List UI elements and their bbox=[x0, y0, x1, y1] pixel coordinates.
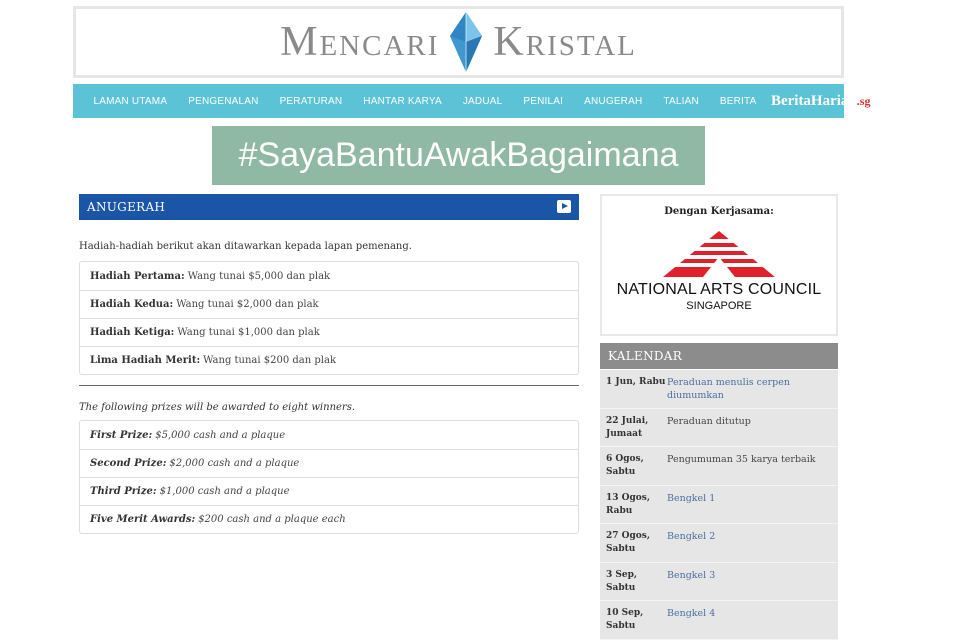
calendar-row bbox=[600, 409, 838, 448]
prize-value: Wang tunai $200 dan plak bbox=[203, 355, 337, 366]
prize-value: $2,000 cash and a plaque bbox=[169, 458, 300, 469]
prize-list-english bbox=[79, 420, 579, 534]
prize-row bbox=[80, 262, 578, 290]
nav-item-laman-utama[interactable]: LAMAN UTAMA bbox=[93, 95, 168, 107]
calendar-header: KALENDAR bbox=[600, 343, 838, 369]
calendar-date: 10 Sep, Sabtu bbox=[606, 608, 644, 631]
nav-item-pengenalan[interactable]: PENGENALAN bbox=[188, 95, 259, 107]
prize-row bbox=[80, 505, 578, 533]
prize-label: Five Merit Awards: bbox=[90, 514, 196, 525]
prize-value: $200 cash and a plaque each bbox=[198, 514, 346, 525]
prize-label: Hadiah Ketiga: bbox=[90, 327, 175, 338]
calendar-date: 22 Julai, Jumaat bbox=[606, 415, 649, 439]
calendar-row bbox=[600, 524, 838, 563]
prize-row bbox=[80, 477, 578, 505]
crystal-icon bbox=[449, 12, 483, 72]
calendar-event-link[interactable]: Bengkel 2 bbox=[667, 531, 716, 542]
arrow-right-icon[interactable] bbox=[557, 200, 571, 213]
intro-text-malay: Hadiah-hadiah berikut akan ditawarkan kepada lapan pemenang. bbox=[79, 241, 412, 252]
logo-word-left: Mencari bbox=[280, 19, 440, 65]
calendar-date: 1 Jun, Rabu bbox=[606, 377, 666, 387]
prize-label: First Prize: bbox=[90, 429, 153, 441]
partner-box bbox=[600, 194, 838, 336]
prize-label: Third Prize: bbox=[90, 486, 157, 497]
calendar-event: Pengumuman 35 karya terbaik bbox=[667, 454, 816, 465]
prize-value: Wang tunai $1,000 dan plak bbox=[177, 327, 320, 338]
prize-label: Hadiah Pertama: bbox=[90, 270, 185, 282]
prize-row bbox=[80, 290, 578, 318]
calendar-list bbox=[600, 370, 838, 640]
section-header-anugerah bbox=[79, 194, 579, 220]
prize-label: Hadiah Kedua: bbox=[90, 299, 174, 310]
prize-label: Lima Hadiah Merit: bbox=[90, 355, 201, 366]
calendar-event-link[interactable]: Peraduan menulis cerpen diumumkan bbox=[667, 377, 790, 401]
prize-row bbox=[80, 449, 578, 477]
berita-harian-logo-tld: .sg bbox=[856, 93, 871, 108]
prize-row bbox=[80, 421, 578, 449]
calendar-date: 6 Ogos, Sabtu bbox=[606, 454, 644, 477]
calendar-date: 3 Sep, Sabtu bbox=[606, 569, 638, 593]
calendar-date: 27 Ogos, Sabtu bbox=[606, 531, 650, 554]
section-title: ANUGERAH bbox=[87, 200, 166, 214]
prize-value: $1,000 cash and a plaque bbox=[159, 486, 290, 497]
nac-subtitle: SINGAPORE bbox=[686, 300, 752, 312]
nav-item-anugerah[interactable]: ANUGERAH bbox=[584, 95, 643, 107]
partner-title: Dengan Kerjasama: bbox=[664, 206, 774, 217]
nav-item-hantar-karya[interactable]: HANTAR KARYA bbox=[363, 95, 442, 107]
prize-value: $5,000 cash and a plaque bbox=[155, 429, 286, 441]
calendar-row bbox=[600, 563, 838, 602]
nav-item-peraturan[interactable]: PERATURAN bbox=[279, 95, 343, 107]
prize-row bbox=[80, 318, 578, 346]
nac-name: NATIONAL ARTS COUNCIL bbox=[616, 281, 822, 298]
calendar-event-link[interactable]: Bengkel 3 bbox=[667, 569, 716, 581]
prize-label: Second Prize: bbox=[90, 458, 167, 469]
prize-value: Wang tunai $5,000 dan plak bbox=[187, 270, 331, 282]
national-arts-council-logo[interactable] bbox=[663, 231, 775, 277]
nav-item-talian[interactable]: TALIAN bbox=[663, 95, 699, 107]
berita-harian-logo[interactable] bbox=[771, 93, 871, 110]
calendar-row bbox=[600, 370, 838, 409]
site-logo[interactable] bbox=[280, 12, 637, 72]
intro-text-english: The following prizes will be awarded to eight winners. bbox=[79, 402, 356, 413]
section-divider bbox=[79, 385, 579, 386]
nav-item-penilai[interactable]: PENILAI bbox=[523, 95, 564, 107]
calendar-row bbox=[600, 486, 838, 525]
berita-harian-logo-text: BeritaHarian bbox=[770, 92, 857, 109]
calendar-event-link[interactable]: Bengkel 1 bbox=[667, 492, 716, 504]
hashtag-banner: #SayaBantuAwakBagaimana bbox=[212, 126, 705, 185]
calendar-row bbox=[600, 447, 838, 486]
main-nav bbox=[73, 84, 871, 118]
calendar-date: 13 Ogos, Rabu bbox=[606, 492, 650, 516]
prize-list-malay bbox=[79, 261, 579, 375]
calendar-row bbox=[600, 601, 838, 640]
site-header bbox=[73, 6, 844, 78]
nav-item-berita[interactable]: BERITA bbox=[719, 95, 757, 107]
calendar-event-link[interactable]: Bengkel 4 bbox=[667, 608, 716, 619]
nav-item-jadual[interactable]: JADUAL bbox=[462, 95, 503, 107]
prize-value: Wang tunai $2,000 dan plak bbox=[176, 299, 319, 310]
logo-word-right: Kristal bbox=[493, 19, 637, 65]
prize-row bbox=[80, 346, 578, 374]
calendar-event: Peraduan ditutup bbox=[667, 415, 751, 427]
